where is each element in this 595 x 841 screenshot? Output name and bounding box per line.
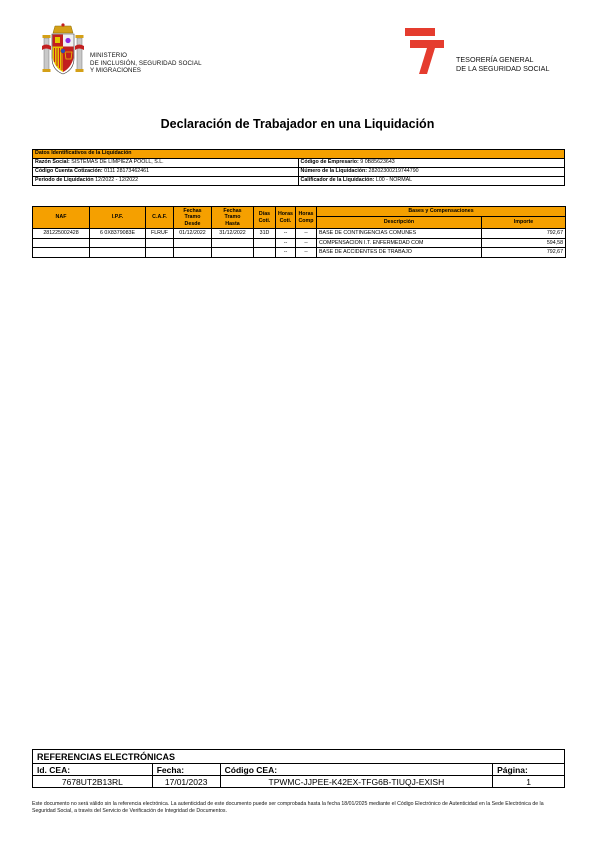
agency-name xyxy=(456,55,549,73)
razon-social-label: Razón Social: xyxy=(35,159,70,166)
col-dias xyxy=(254,207,276,229)
cell-descripcion: COMPENSACION I.T. ENFERMEDAD COM xyxy=(317,238,482,248)
col-desde-line-2: Tramo xyxy=(184,214,201,221)
col-horas-coti-line-1: Horas xyxy=(277,210,293,217)
id-cea-label: Id. CEA: xyxy=(33,764,153,776)
cell-desde: 01/12/2022 xyxy=(174,229,212,239)
cell-empty xyxy=(254,248,276,258)
cell-horas-comp: -- xyxy=(296,229,317,239)
cell-descripcion: BASE DE ACCIDENTES DE TRABAJO xyxy=(317,248,482,258)
periodo-value: 12/2022 - 12/2022 xyxy=(95,177,139,184)
referencias-table xyxy=(32,749,565,788)
cell-horas-coti: -- xyxy=(276,229,296,239)
cell-dias: 31D xyxy=(254,229,276,239)
ccc-cell xyxy=(33,168,299,177)
calificador-cell xyxy=(298,177,564,186)
calificador-value: L00 - NORMAL xyxy=(375,177,413,184)
table-row xyxy=(33,248,566,258)
cell-empty xyxy=(174,238,212,248)
cell-horas-comp: -- xyxy=(296,238,317,248)
fecha-label: Fecha: xyxy=(152,764,220,776)
referencias-title: REFERENCIAS ELECTRÓNICAS xyxy=(33,750,565,764)
tgss-logo xyxy=(405,28,445,74)
cell-horas-coti: -- xyxy=(276,248,296,258)
numero-liquidacion-label: Número de la Liquidación: xyxy=(300,168,368,175)
cell-empty xyxy=(90,248,146,258)
razon-social-value: SISTEMAS DE LIMPIEZA POOLL, S.L. xyxy=(71,159,164,166)
col-importe: Importe xyxy=(482,217,566,229)
codigo-empresario-label: Código de Empresario: xyxy=(300,159,359,166)
pagina-label: Página: xyxy=(493,764,565,776)
col-naf: NAF xyxy=(33,207,90,229)
ministry-line-2: DE INCLUSIÓN, SEGURIDAD SOCIAL xyxy=(90,59,202,67)
cell-empty xyxy=(254,238,276,248)
cell-caf: FLRUF xyxy=(146,229,174,239)
cell-descripcion: BASE DE CONTINGENCIAS COMUNES xyxy=(317,229,482,239)
fecha-value: 17/01/2023 xyxy=(152,776,220,788)
col-hasta-line-3: Hasta xyxy=(225,220,240,227)
pagina-value: 1 xyxy=(493,776,565,788)
col-horas-comp-line-1: Horas xyxy=(298,210,314,217)
cell-empty xyxy=(212,248,254,258)
razon-social-cell xyxy=(33,159,299,168)
referencias-box xyxy=(32,749,565,788)
codigo-empresario-value: 9 0B85623643 xyxy=(360,159,395,166)
col-descripcion: Descripción xyxy=(317,217,482,229)
coat-of-arms-logo xyxy=(42,22,84,78)
ministry-name xyxy=(90,52,202,75)
cell-ipf: 6 0X8379083E xyxy=(90,229,146,239)
col-horas-comp-line-2: Comp xyxy=(298,217,314,224)
col-horas-comp xyxy=(296,207,317,229)
cell-naf: 281225002428 xyxy=(33,229,90,239)
cell-empty xyxy=(146,248,174,258)
agency-line-1: TESORERÍA GENERAL xyxy=(456,55,534,64)
cell-importe: 594,58 xyxy=(482,238,566,248)
col-horas-coti xyxy=(276,207,296,229)
col-desde-line-1: Fechas xyxy=(183,207,202,214)
col-dias-line-1: Días xyxy=(258,210,271,217)
ccc-label: Código Cuenta Cotización: xyxy=(35,168,103,175)
ccc-value: 0111 28173462461 xyxy=(104,168,150,175)
col-dias-line-2: Coti. xyxy=(258,217,271,224)
table-row xyxy=(33,238,566,248)
cell-horas-coti: -- xyxy=(276,238,296,248)
table-row xyxy=(33,229,566,239)
page-title: Declaración de Trabajador en una Liquidación xyxy=(160,117,435,131)
cell-empty xyxy=(174,248,212,258)
numero-liquidacion-cell xyxy=(298,168,564,177)
trabajador-table xyxy=(32,206,566,258)
agency-line-2: DE LA SEGURIDAD SOCIAL xyxy=(456,64,550,73)
cell-horas-comp: -- xyxy=(296,248,317,258)
cell-empty xyxy=(33,248,90,258)
col-hasta-line-1: Fechas xyxy=(223,207,242,214)
periodo-cell xyxy=(33,177,299,186)
calificador-label: Calificador de la Liquidación: xyxy=(300,177,375,184)
cell-importe: 792,67 xyxy=(482,248,566,258)
codigo-empresario-cell xyxy=(298,159,564,168)
datos-section-title: Datos Identificativos de la Liquidación xyxy=(33,150,565,159)
col-ipf: I.P.F. xyxy=(90,207,146,229)
col-horas-coti-line-2: Coti. xyxy=(279,217,292,224)
col-hasta xyxy=(212,207,254,229)
codigo-cea-label: Código CEA: xyxy=(220,764,493,776)
ministry-line-3: Y MIGRACIONES xyxy=(90,67,142,75)
ministry-line-1: MINISTERIO xyxy=(90,52,128,59)
validity-note: Este documento no será válido sin la referencia electrónica. La autenticidad de este documento puede ser comprobada hasta la fecha 18/01/2025 mediante el Código Electrónico de Autenticidad en la Sede Electrónica de la Seguridad Social, a través del Servicio de Verificación de Integridad de Documentos. xyxy=(32,801,544,815)
cell-empty xyxy=(212,238,254,248)
datos-identificativos-table xyxy=(32,149,565,186)
cell-empty xyxy=(90,238,146,248)
col-caf: C.A.F. xyxy=(146,207,174,229)
col-hasta-line-2: Tramo xyxy=(224,214,241,221)
cell-empty xyxy=(33,238,90,248)
col-desde xyxy=(174,207,212,229)
col-desde-line-3: Desde xyxy=(184,220,201,227)
col-bases-group: Bases y Compensaciones xyxy=(317,207,566,217)
numero-liquidacion-value: 28202300219744790 xyxy=(368,168,419,175)
cell-empty xyxy=(146,238,174,248)
cell-importe: 792,67 xyxy=(482,229,566,239)
codigo-cea-value: TPWMC-JJPEE-K42EX-TFG6B-TIUQJ-EXISH xyxy=(220,776,493,788)
id-cea-value: 7678UT2B13RL xyxy=(33,776,153,788)
cell-hasta: 31/12/2022 xyxy=(212,229,254,239)
periodo-label: Periodo de Liquidación xyxy=(35,177,94,184)
